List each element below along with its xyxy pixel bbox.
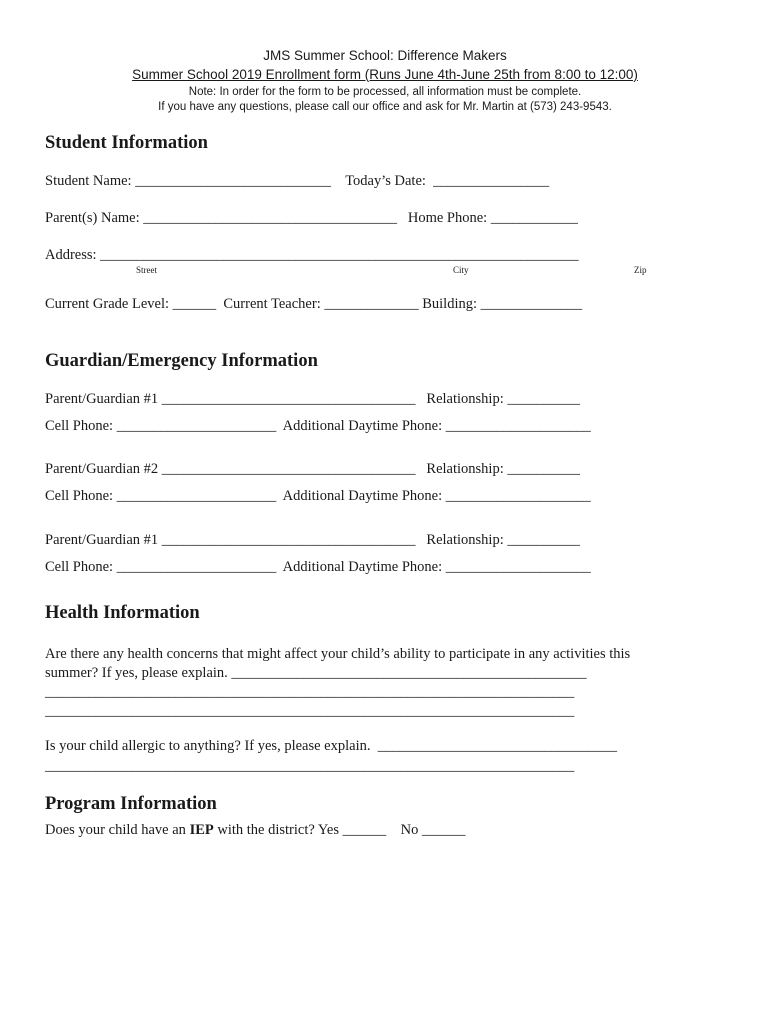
form-note-processing: Note: In order for the form to be processed, all information must be complete.	[188, 86, 582, 98]
section-heading-guardian: Guardian/Emergency Information	[45, 351, 318, 371]
form-title: JMS Summer School: Difference Makers	[263, 48, 507, 63]
parent-name-field[interactable]: Parent(s) Name: ___________________________________ Home Phone: ____________	[45, 210, 578, 226]
iep-question-field[interactable]	[45, 822, 465, 839]
address-zip-caption: Zip	[634, 265, 647, 275]
address-city-caption: City	[453, 265, 469, 275]
health-explain-field[interactable]: summer? If yes, please explain. _________________________________________________	[45, 665, 587, 681]
health-question-text: Are there any health concerns that might affect your child’s ability to participate in any activities this	[45, 646, 631, 662]
address-street-caption: Street	[136, 265, 157, 275]
section-heading-health: Health Information	[45, 603, 200, 623]
form-subtitle: Summer School 2019 Enrollment form (Runs June 4th-June 25th from 8:00 to 12:00)	[132, 67, 638, 82]
section-heading-program: Program Information	[45, 794, 217, 814]
grade-teacher-building-field[interactable]: Current Grade Level: ______ Current Teacher: _____________ Building: ______________	[45, 296, 583, 312]
guardian-1-field[interactable]: Parent/Guardian #1 ___________________________________ Relationship: __________	[45, 391, 580, 407]
iep-bold-text: IEP	[189, 822, 214, 838]
address-field[interactable]: Address: __________________________________________________________________	[45, 247, 579, 263]
allergy-blank-line[interactable]: _________________________________________________________________________	[45, 758, 575, 774]
health-blank-line-1[interactable]: _________________________________________________________________________	[45, 684, 575, 700]
guardian-2-field[interactable]: Parent/Guardian #2 ___________________________________ Relationship: __________	[45, 461, 580, 477]
guardian-2-phone-field[interactable]: Cell Phone: ______________________ Additional Daytime Phone: ____________________	[45, 488, 591, 504]
health-blank-line-2[interactable]: _________________________________________________________________________	[45, 703, 575, 719]
guardian-1-phone-field[interactable]: Cell Phone: ______________________ Additional Daytime Phone: ____________________	[45, 418, 591, 434]
form-note-contact: If you have any questions, please call our office and ask for Mr. Martin at (573) 243-9543.	[158, 101, 612, 113]
guardian-3-phone-field[interactable]: Cell Phone: ______________________ Additional Daytime Phone: ____________________	[45, 559, 591, 575]
guardian-3-field[interactable]: Parent/Guardian #1 ___________________________________ Relationship: __________	[45, 532, 580, 548]
section-heading-student: Student Information	[45, 133, 208, 153]
student-name-field[interactable]: Student Name: ___________________________ Today’s Date: ________________	[45, 173, 550, 189]
iep-text-after[interactable]: with the district? Yes ______ No ______	[213, 822, 466, 838]
allergy-explain-field[interactable]: Is your child allergic to anything? If yes, please explain. _________________________________	[45, 738, 617, 754]
iep-text-before: Does your child have an	[45, 822, 190, 838]
